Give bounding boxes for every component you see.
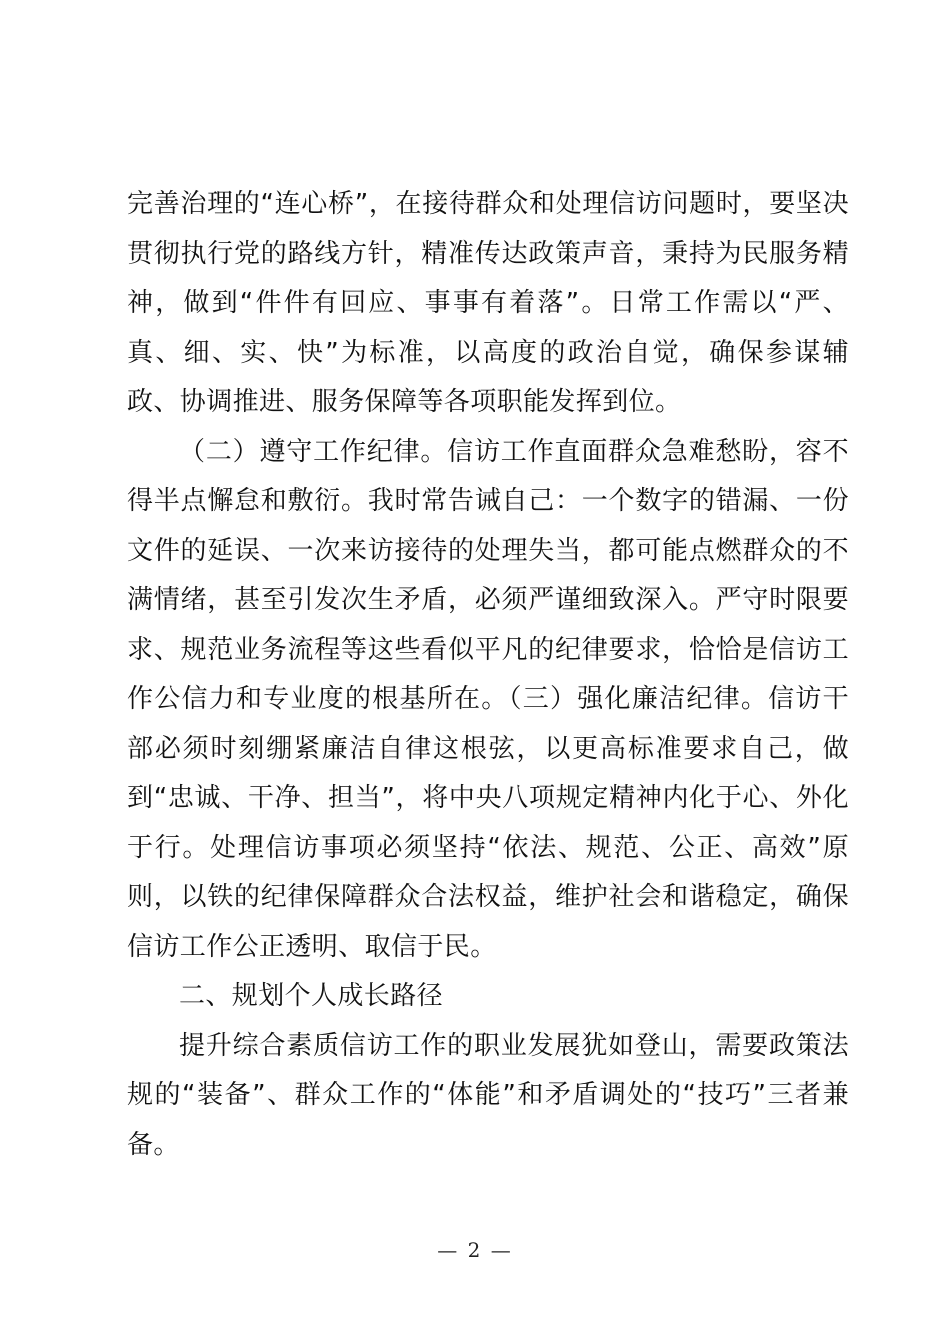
body-text [127, 180, 849, 1170]
paragraph-2: （二）遵守工作纪律。信访工作直面群众急难愁盼，容不得半点懈怠和敷衍。我时常告诫自己：一个数字的错漏、一份文件的延误、一次来访接待的处理失当，都可能点燃群众的不满情绪，甚至引发次生矛盾，必须严谨细致深入。严守时限要求、规范业务流程等这些看似平凡的纪律要求，恰恰是信访工作公信力和专业度的根基所在。（三）强化廉洁纪律。信访干部必须时刻绷紧廉洁自律这根弦，以更高标准要求自己，做到“忠诚、干净、担当”，将中央八项规定精神内化于心、外化于行。处理信访事项必须坚持“依法、规范、公正、高效”原则，以铁的纪律保障群众合法权益，维护社会和谐稳定，确保信访工作公正透明、取信于民。 [127, 436, 849, 962]
page-number: — 2 — [437, 1238, 513, 1262]
section-heading: 二、规划个人成长路径 [179, 981, 444, 1011]
paragraph-1: 完善治理的“连心桥”，在接待群众和处理信访问题时，要坚决贯彻执行党的路线方针，精准传达政策声音，秉持为民服务精神，做到“件件有回应、事事有着落”。日常工作需以“严、真、细、实、快”为标准，以高度的政治自觉，确保参谋辅政、协调推进、服务保障等各项职能发挥到位。 [127, 189, 849, 417]
paragraph-3: 提升综合素质信访工作的职业发展犹如登山，需要政策法规的“装备”、群众工作的“体能”和矛盾调处的“技巧”三者兼备。 [127, 1030, 849, 1160]
